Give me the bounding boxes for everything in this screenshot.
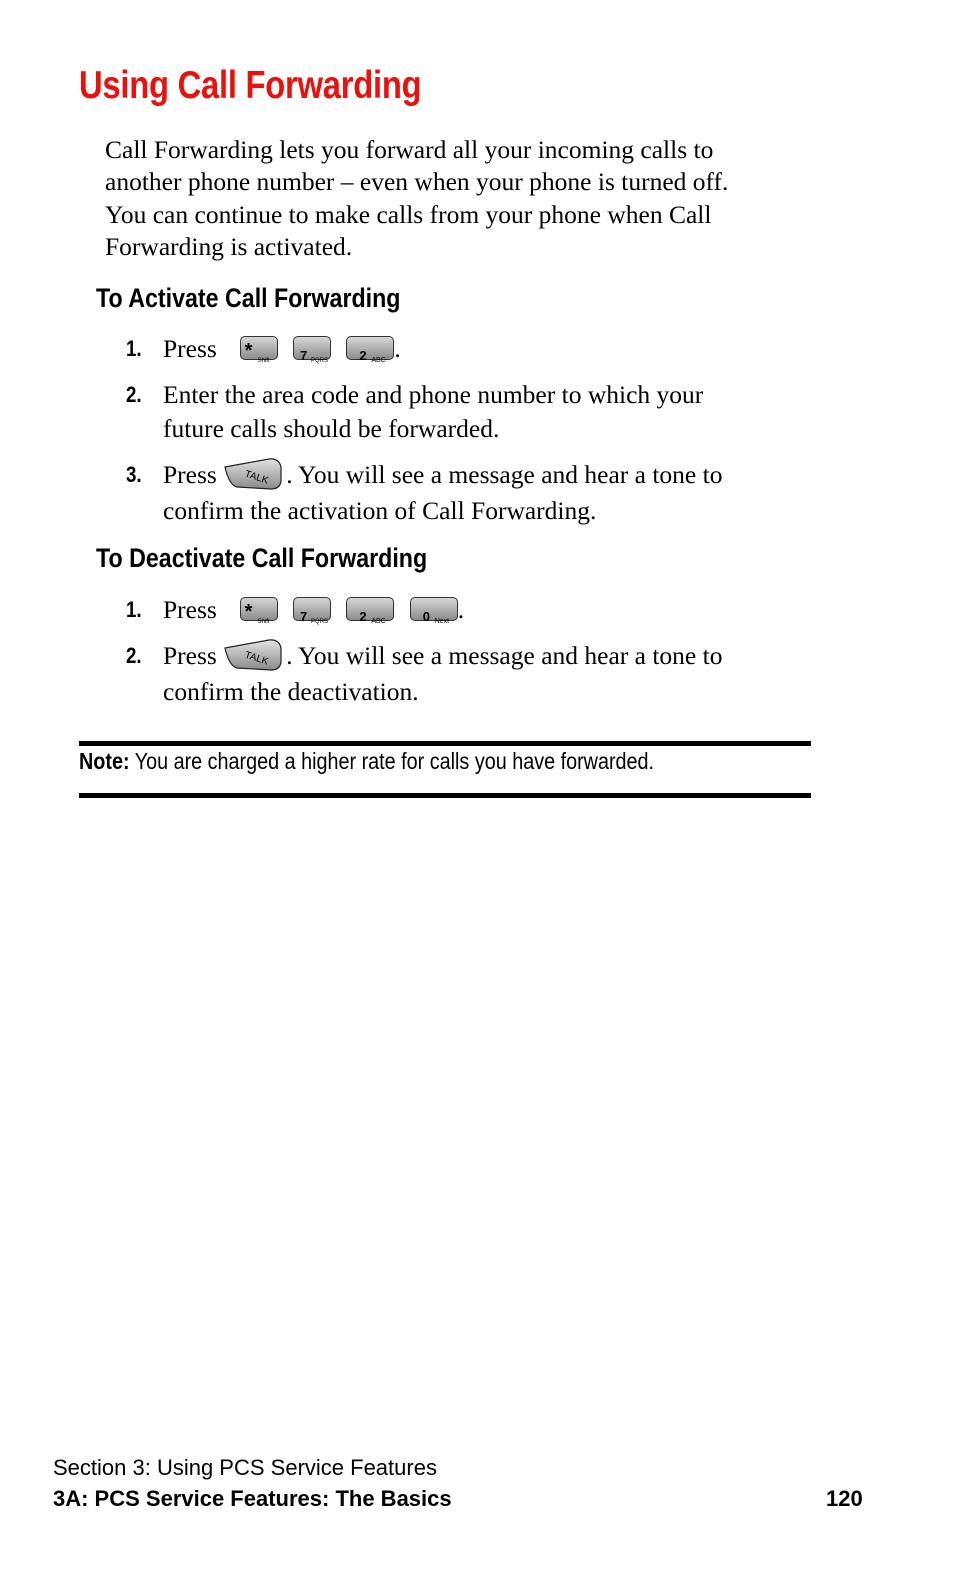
step-text: Press [163, 595, 217, 624]
star-key-icon: * Shift [240, 336, 278, 360]
step-text: confirm the deactivation. [163, 677, 419, 707]
intro-paragraph [105, 134, 825, 263]
page-number: 120 [826, 1486, 863, 1511]
intro-line: Call Forwarding lets you forward all your incoming calls to [105, 135, 714, 164]
footer-chapter: 3A: PCS Service Features: The Basics [53, 1486, 452, 1511]
deactivate-heading: To Deactivate Call Forwarding [96, 543, 428, 573]
step-text: Enter the area code and phone number to which your [163, 380, 704, 409]
talk-key-icon [223, 457, 285, 491]
step-number: 2. [126, 382, 142, 407]
step-text: future calls should be forwarded. [163, 413, 500, 443]
step-text: . [457, 595, 465, 624]
intro-line: You can continue to make calls from your phone when Call [105, 199, 712, 229]
step-text: confirm the activation of Call Forwarding. [163, 496, 597, 526]
zero-key-icon: 0 Next [410, 597, 458, 621]
step-text: . You will see a message and hear a tone to [286, 641, 723, 670]
intro-line: another phone number – even when your phone is turned off. [105, 167, 729, 197]
footer-section: Section 3: Using PCS Service Features [53, 1455, 437, 1480]
two-key-icon: 2 ABC [346, 336, 394, 360]
two-key-icon: 2 ABC [346, 597, 394, 621]
note-bottom-rule [79, 793, 811, 798]
star-key-icon: * Shift [240, 597, 278, 621]
svg-text:TALK: TALK [243, 468, 270, 487]
note-top-rule [79, 741, 811, 746]
seven-key-icon: 7 PQRS [293, 597, 331, 621]
talk-key-icon [223, 638, 285, 672]
step-number: 3. [126, 462, 142, 487]
step-number: 2. [126, 643, 142, 668]
activate-heading: To Activate Call Forwarding [96, 283, 401, 313]
intro-line: Forwarding is activated. [105, 231, 353, 261]
step-number: 1. [126, 336, 142, 361]
seven-key-icon: 7 PQRS [293, 336, 331, 360]
step-text: . You will see a message and hear a tone to [286, 460, 723, 489]
step-text: Press [163, 334, 217, 363]
note-text: You are charged a higher rate for calls you have forwarded. [129, 748, 655, 774]
step-number: 1. [126, 597, 142, 622]
step-text: . [394, 334, 401, 363]
step-text: Press [163, 460, 217, 489]
note-label: Note: [79, 748, 130, 774]
step-text: Press [163, 641, 217, 670]
note [79, 748, 654, 775]
page-title: Using Call Forwarding [79, 64, 422, 107]
svg-text:TALK: TALK [243, 649, 270, 668]
